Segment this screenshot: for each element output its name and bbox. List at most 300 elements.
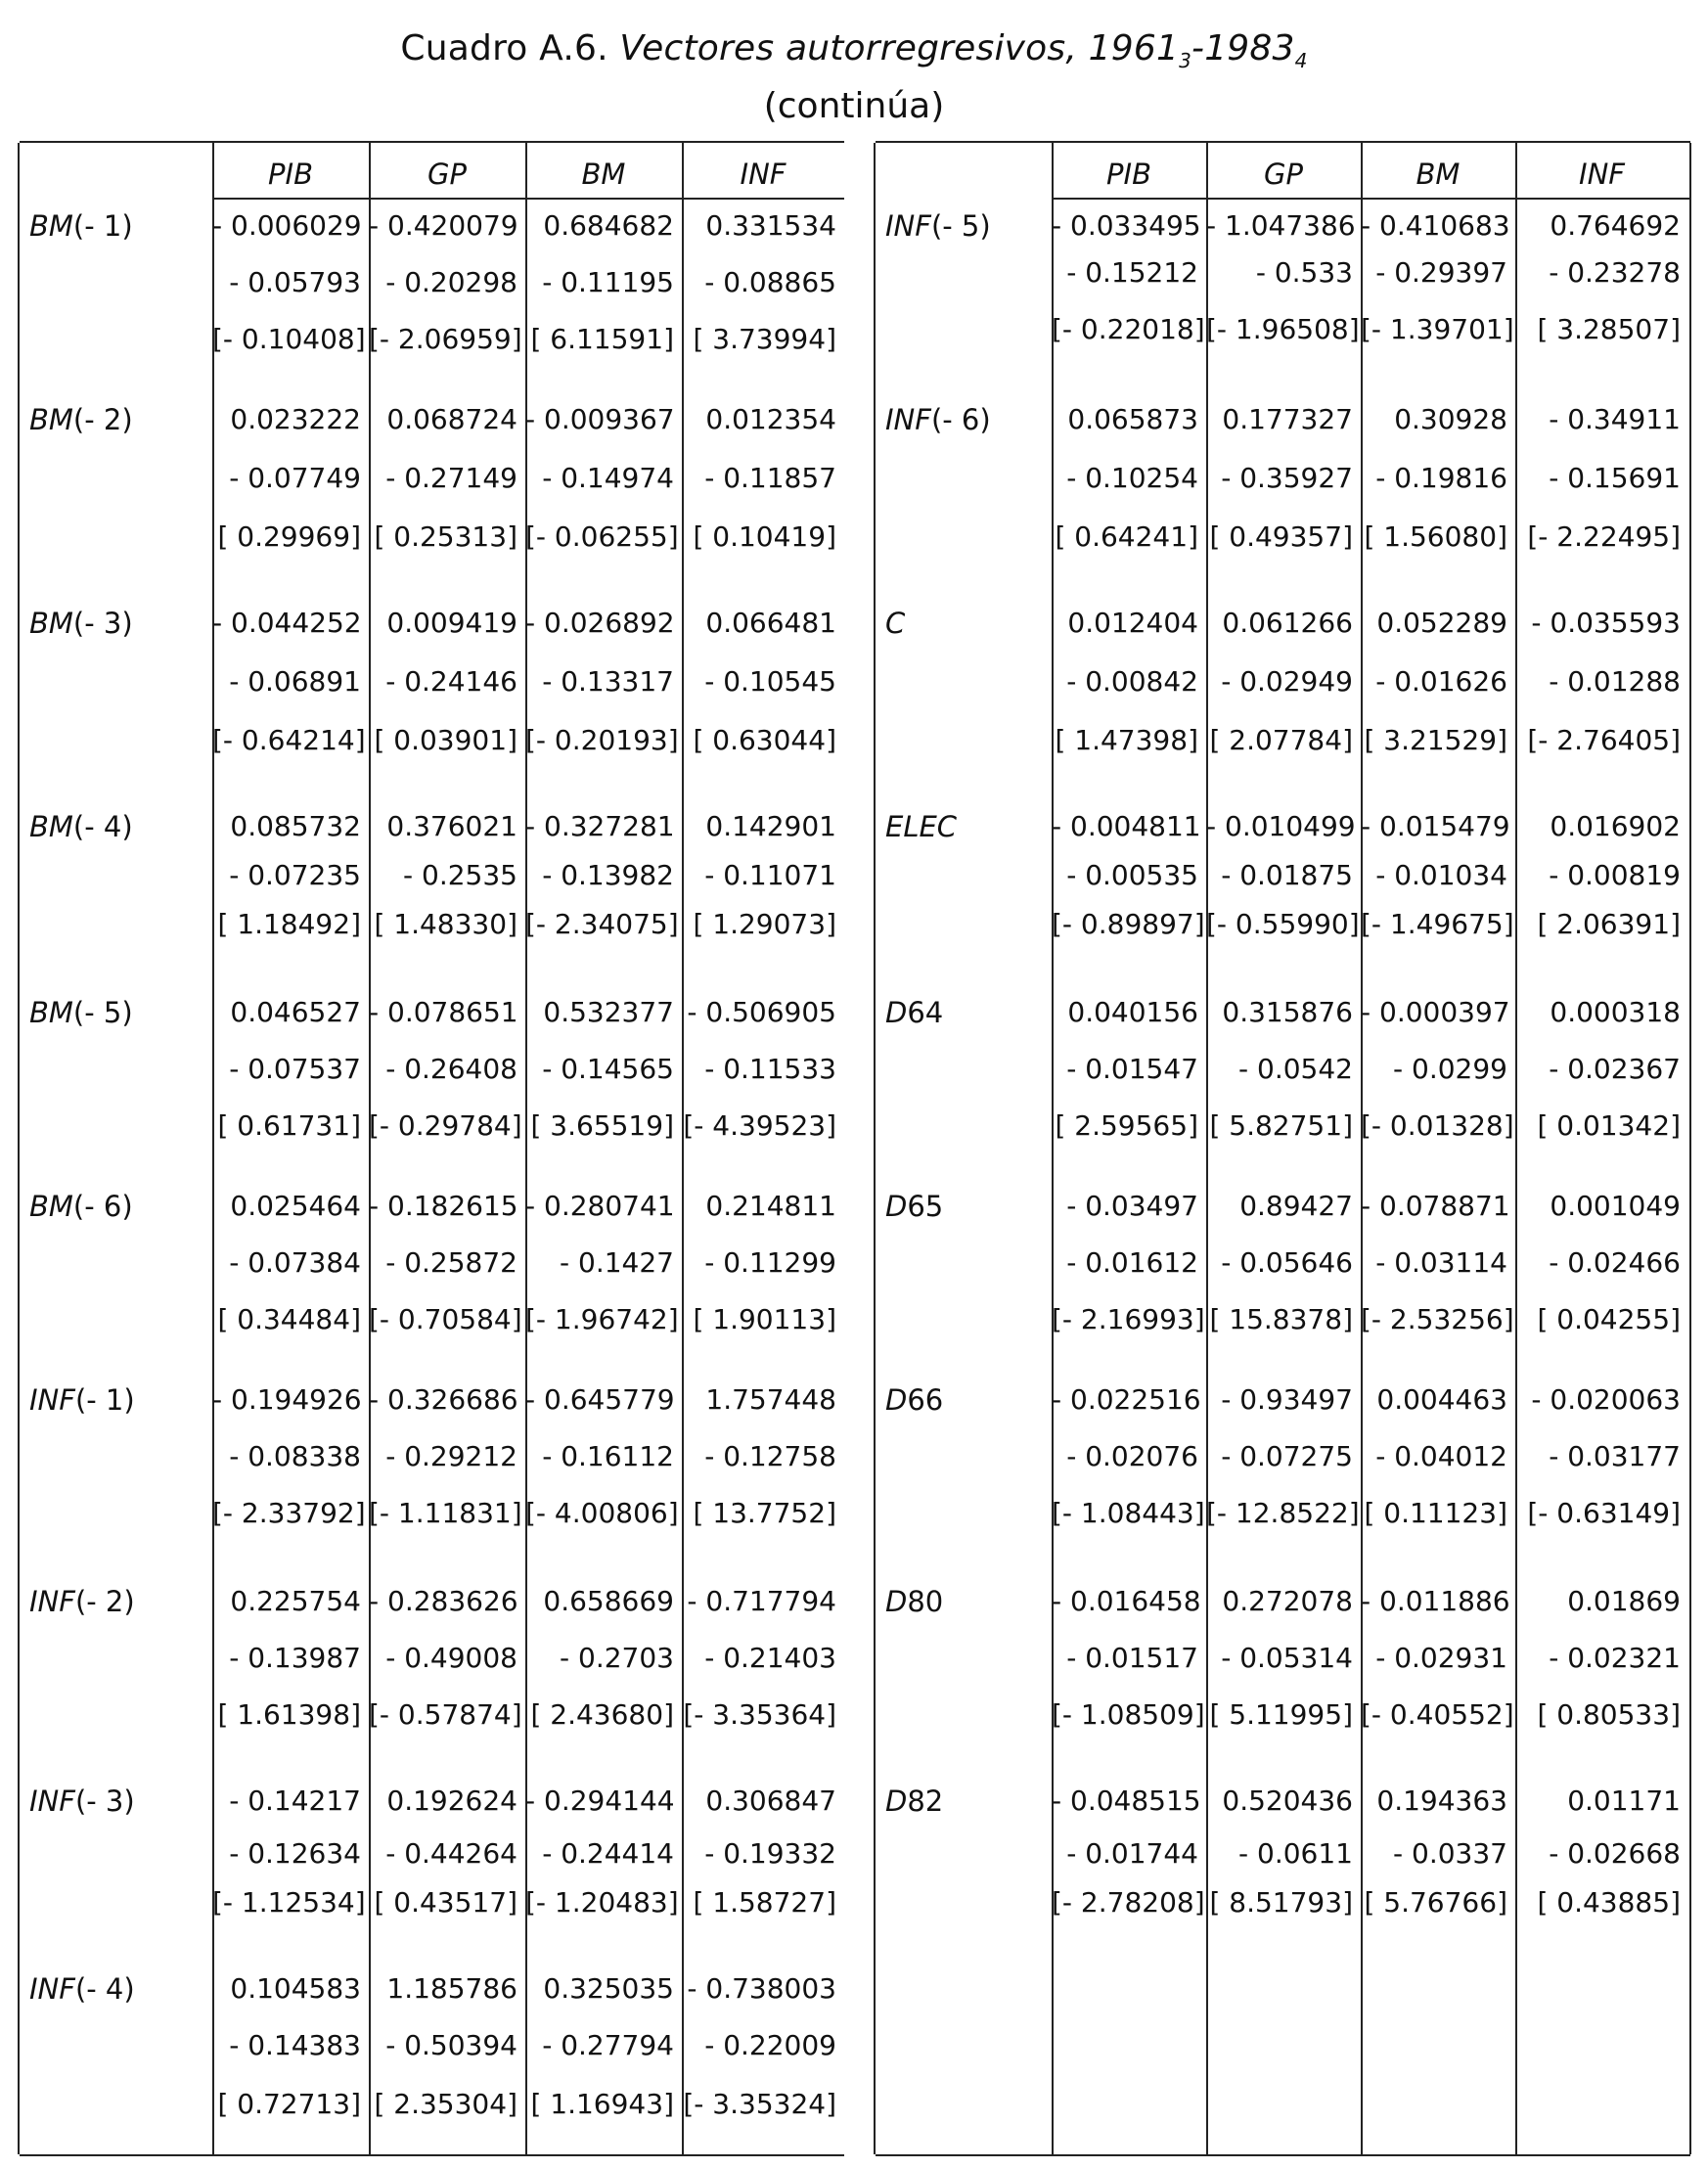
t-statistic-cell: [ 8.51793] [1209,1886,1353,1919]
coefficient-cell: - 0.194926 [212,1383,362,1416]
table-title [0,25,1708,84]
coefficient-cell: - 0.34911 [1549,403,1681,435]
row-label [29,808,133,845]
std-error-cell: - 0.15691 [1549,462,1681,494]
row-label-variable: BM [29,403,73,436]
std-error-cell: - 0.03114 [1375,1246,1507,1279]
std-error-cell: - 0.12634 [229,1837,361,1870]
coefficient-cell: - 1.047386 [1206,209,1356,242]
row-label [29,207,133,245]
coefficient-cell: 1.185786 [386,1972,517,2005]
std-error-cell: - 0.07537 [229,1053,361,1085]
row-label-variable: D [885,1585,908,1618]
t-statistic-cell: [ 5.11995] [1209,1698,1353,1731]
std-error-cell: - 0.02321 [1549,1642,1681,1674]
coefficient-cell: 0.142901 [705,810,836,842]
coefficient-cell: - 0.420079 [369,209,518,242]
t-statistic-cell: [- 2.78208] [1052,1886,1205,1919]
coefficient-cell: - 0.410683 [1361,209,1510,242]
row-label [885,1188,943,1225]
t-statistic-cell: [ 0.11123] [1364,1497,1507,1529]
coefficient-cell: - 0.078871 [1361,1190,1510,1222]
t-statistic-cell: [- 1.96508] [1206,313,1360,345]
coefficient-cell: 0.192624 [386,1785,517,1817]
std-error-cell: - 0.26408 [385,1053,517,1085]
row-label-suffix: (- 2) [72,403,133,436]
row-label-variable: BM [29,209,73,243]
t-statistic-cell: [ 3.28507] [1537,313,1681,345]
std-error-cell: - 0.2703 [560,1642,674,1674]
std-error-cell: - 0.04012 [1375,1440,1507,1472]
row-label-suffix: (- 3) [74,1785,135,1818]
coefficient-cell: - 0.000397 [1361,996,1510,1028]
coefficient-cell: - 0.035593 [1531,607,1681,639]
row-label [885,808,957,845]
t-statistic-cell: [ 0.72713] [217,2088,361,2120]
t-statistic-cell: [ 2.43680] [530,1698,674,1731]
t-statistic-cell: [ 15.8378] [1209,1303,1353,1335]
row-label [885,605,905,642]
coefficient-cell: 0.177327 [1222,403,1353,435]
row-label [885,207,991,245]
coefficient-cell: 0.225754 [230,1585,361,1617]
row-label [885,994,943,1031]
column-header-inf: INF [740,158,787,191]
t-statistic-cell: [- 1.20483] [525,1886,679,1919]
row-label-variable: C [885,607,906,640]
std-error-cell: - 0.02367 [1549,1053,1681,1085]
row-label [885,401,991,438]
coefficient-cell: - 0.294144 [525,1785,675,1817]
coefficient-cell: - 0.011886 [1361,1585,1510,1617]
std-error-cell: - 0.05793 [229,266,361,298]
std-error-cell: - 0.02931 [1375,1642,1507,1674]
coefficient-cell: 0.040156 [1067,996,1198,1028]
std-error-cell: - 0.11299 [704,1246,836,1279]
coefficient-cell: - 0.283626 [369,1585,518,1617]
std-error-cell: - 0.23278 [1549,256,1681,289]
coefficient-cell: - 0.044252 [212,607,362,639]
coefficient-cell: 0.009419 [386,607,517,639]
t-statistic-cell: [- 1.49675] [1361,908,1514,940]
column-header-bm: BM [1416,158,1461,191]
std-error-cell: - 0.25872 [385,1246,517,1279]
row-label [885,1783,943,1820]
std-error-cell: - 0.24146 [385,665,517,698]
coefficient-cell: 0.532377 [543,996,674,1028]
std-error-cell: - 0.20298 [385,266,517,298]
coefficient-cell: 0.046527 [230,996,361,1028]
title-prefix: Cuadro A.6. [400,28,620,68]
std-error-cell: - 0.01612 [1066,1246,1198,1279]
t-statistic-cell: [- 12.8522] [1206,1497,1360,1529]
std-error-cell: - 0.11857 [704,462,836,494]
t-statistic-cell: [ 3.65519] [530,1109,674,1142]
row-label-variable: BM [29,1190,73,1223]
t-statistic-cell: [- 4.39523] [683,1109,836,1142]
row-label [29,1970,135,2008]
coefficient-cell: 0.306847 [705,1785,836,1817]
row-label-variable: BM [29,810,73,843]
std-error-cell: - 0.06891 [229,665,361,698]
row-label [29,1381,135,1419]
t-statistic-cell: [- 2.53256] [1361,1303,1514,1335]
std-error-cell: - 0.08338 [229,1440,361,1472]
std-error-cell: - 0.27149 [385,462,517,494]
std-error-cell: - 0.01626 [1375,665,1507,698]
row-label-suffix: (- 5) [72,996,133,1029]
row-label-suffix: 80 [907,1585,944,1618]
coefficient-cell: 0.065873 [1067,403,1198,435]
std-error-cell: - 0.08865 [704,266,836,298]
std-error-cell: - 0.02668 [1549,1837,1681,1870]
coefficient-cell: 0.012404 [1067,607,1198,639]
std-error-cell: - 0.0337 [1393,1837,1507,1870]
t-statistic-cell: [- 0.89897] [1052,908,1205,940]
std-error-cell: - 0.05646 [1221,1246,1353,1279]
std-error-cell: - 0.07235 [229,859,361,891]
coefficient-cell: 0.061266 [1222,607,1353,639]
std-error-cell: - 0.01547 [1066,1053,1198,1085]
column-header-gp: GP [1264,158,1303,191]
t-statistic-cell: [ 1.56080] [1364,520,1507,553]
std-error-cell: - 0.07275 [1221,1440,1353,1472]
column-header-pib: PIB [1106,158,1151,191]
std-error-cell: - 0.24414 [542,1837,674,1870]
coefficient-cell: 0.658669 [543,1585,674,1617]
coefficient-cell: - 0.326686 [369,1383,518,1416]
std-error-cell: - 0.02949 [1221,665,1353,698]
row-label-suffix: 65 [907,1190,944,1223]
t-statistic-cell: [ 0.80533] [1537,1698,1681,1731]
coefficient-cell: 0.194363 [1376,1785,1507,1817]
row-label-suffix: (- 4) [74,1972,135,2006]
t-statistic-cell: [ 0.49357] [1209,520,1353,553]
row-label-suffix: (- 4) [72,810,133,843]
t-statistic-cell: [ 0.43517] [374,1886,517,1919]
coefficient-cell: - 0.026892 [525,607,675,639]
t-statistic-cell: [- 4.00806] [525,1497,679,1529]
coefficient-cell: 0.331534 [705,209,836,242]
std-error-cell: - 0.13987 [229,1642,361,1674]
column-header-gp: GP [427,158,467,191]
std-error-cell: - 0.14383 [229,2029,361,2061]
std-error-cell: - 0.02466 [1549,1246,1681,1279]
coefficient-cell: - 0.182615 [369,1190,518,1222]
row-label [29,605,133,642]
std-error-cell: - 0.0542 [1238,1053,1353,1085]
title-dash: -1983 [1191,28,1295,68]
t-statistic-cell: [ 2.07784] [1209,724,1353,756]
t-statistic-cell: [- 0.01328] [1361,1109,1514,1142]
coefficient-cell: 0.085732 [230,810,361,842]
std-error-cell: - 0.11071 [704,859,836,891]
t-statistic-cell: [- 1.11831] [369,1497,522,1529]
t-statistic-cell: [- 3.35364] [683,1698,836,1731]
row-label-suffix: (- 6) [72,1190,133,1223]
title-italic: Vectores autorregresivos, 1961 [619,28,1180,68]
std-error-cell: - 0.01744 [1066,1837,1198,1870]
coefficient-cell: 0.025464 [230,1190,361,1222]
row-label-variable: INF [29,1383,75,1417]
t-statistic-cell: [- 1.12534] [212,1886,366,1919]
left-table-panel [20,141,844,2156]
t-statistic-cell: [ 0.64241] [1055,520,1198,553]
row-label-variable: ELEC [885,810,958,843]
std-error-cell: - 0.10254 [1066,462,1198,494]
coefficient-cell: 1.757448 [705,1383,836,1416]
row-label-suffix: (- 5) [930,209,991,243]
std-error-cell: - 0.13982 [542,859,674,891]
t-statistic-cell: [ 1.90113] [693,1303,836,1335]
std-error-cell: - 0.15212 [1066,256,1198,289]
coefficient-cell: 0.066481 [705,607,836,639]
column-header-bm: BM [581,158,626,191]
column-header-inf: INF [1579,158,1625,191]
coefficient-cell: - 0.015479 [1361,810,1510,842]
coefficient-cell: 0.023222 [230,403,361,435]
t-statistic-cell: [ 2.06391] [1537,908,1681,940]
coefficient-cell: - 0.93497 [1221,1383,1353,1416]
coefficient-cell: - 0.506905 [687,996,836,1028]
coefficient-cell: 0.012354 [705,403,836,435]
table-caption [0,0,1708,126]
t-statistic-cell: [ 0.43885] [1537,1886,1681,1919]
std-error-cell: - 0.29212 [385,1440,517,1472]
t-statistic-cell: [- 1.39701] [1361,313,1514,345]
t-statistic-cell: [- 2.16993] [1052,1303,1205,1335]
t-statistic-cell: [- 0.70584] [369,1303,522,1335]
std-error-cell: - 0.19816 [1375,462,1507,494]
t-statistic-cell: [ 1.18492] [217,908,361,940]
std-error-cell: - 0.0611 [1238,1837,1353,1870]
row-label [29,401,133,438]
coefficient-cell: 0.068724 [386,403,517,435]
std-error-cell: - 0.11533 [704,1053,836,1085]
row-label-suffix: (- 2) [74,1585,135,1618]
std-error-cell: - 0.00535 [1066,859,1198,891]
t-statistic-cell: [- 1.08443] [1052,1497,1205,1529]
std-error-cell: - 0.0299 [1393,1053,1507,1085]
row-label-variable: BM [29,996,73,1029]
t-statistic-cell: [- 2.22495] [1527,520,1681,553]
std-error-cell: - 0.2535 [403,859,517,891]
coefficient-cell: 0.272078 [1222,1585,1353,1617]
t-statistic-cell: [- 0.22018] [1052,313,1205,345]
std-error-cell: - 0.49008 [385,1642,517,1674]
std-error-cell: - 0.05314 [1221,1642,1353,1674]
table-subtitle: (continúa) [763,86,945,126]
std-error-cell: - 0.02076 [1066,1440,1198,1472]
std-error-cell: - 0.14974 [542,462,674,494]
std-error-cell: - 0.44264 [385,1837,517,1870]
std-error-cell: - 0.21403 [704,1642,836,1674]
t-statistic-cell: [ 0.61731] [217,1109,361,1142]
row-label-variable: D [885,1785,908,1818]
coefficient-cell: 0.052289 [1376,607,1507,639]
coefficient-cell: 0.315876 [1222,996,1353,1028]
t-statistic-cell: [ 3.73994] [693,323,836,355]
t-statistic-cell: [ 13.7752] [693,1497,836,1529]
std-error-cell: - 0.50394 [385,2029,517,2061]
t-statistic-cell: [ 1.29073] [693,908,836,940]
panel-edge [1689,143,1691,2154]
coefficient-cell: 0.520436 [1222,1785,1353,1817]
std-error-cell: - 0.16112 [542,1440,674,1472]
t-statistic-cell: [ 0.10419] [693,520,836,553]
std-error-cell: - 0.14565 [542,1053,674,1085]
t-statistic-cell: [- 0.40552] [1361,1698,1514,1731]
t-statistic-cell: [ 5.76766] [1364,1886,1507,1919]
coefficient-cell: - 0.010499 [1206,810,1356,842]
std-error-cell: - 0.00842 [1066,665,1198,698]
coefficient-cell: - 0.004811 [1052,810,1201,842]
row-label-suffix: (- 6) [930,403,991,436]
header-rule [1052,198,1690,200]
std-error-cell: - 0.19332 [704,1837,836,1870]
t-statistic-cell: [ 3.21529] [1364,724,1507,756]
panel-edge [874,143,876,2154]
row-label-suffix: 82 [907,1785,944,1818]
t-statistic-cell: [ 1.61398] [217,1698,361,1731]
t-statistic-cell: [- 0.20193] [525,724,679,756]
coefficient-cell: 0.325035 [543,1972,674,2005]
row-label [29,1188,133,1225]
coefficient-cell: 0.89427 [1239,1190,1353,1222]
t-statistic-cell: [- 0.10408] [212,323,366,355]
t-statistic-cell: [- 1.96742] [525,1303,679,1335]
coefficient-cell: 0.01869 [1567,1585,1681,1617]
t-statistic-cell: [- 0.06255] [525,520,679,553]
coefficient-cell: - 0.645779 [525,1383,675,1416]
t-statistic-cell: [- 2.34075] [525,908,679,940]
coefficient-cell: - 0.016458 [1052,1585,1201,1617]
t-statistic-cell: [- 3.35324] [683,2088,836,2120]
t-statistic-cell: [- 1.08509] [1052,1698,1205,1731]
row-label-variable: INF [885,209,931,243]
std-error-cell: - 0.01288 [1549,665,1681,698]
t-statistic-cell: [ 0.25313] [374,520,517,553]
std-error-cell: - 0.13317 [542,665,674,698]
coefficient-cell: 0.104583 [230,1972,361,2005]
coefficient-cell: 0.01171 [1567,1785,1681,1817]
std-error-cell: - 0.01875 [1221,859,1353,891]
t-statistic-cell: [ 5.82751] [1209,1109,1353,1142]
t-statistic-cell: [ 2.35304] [374,2088,517,2120]
row-label-variable: INF [885,403,931,436]
column-header-pib: PIB [268,158,313,191]
row-label [29,994,133,1031]
t-statistic-cell: [- 0.63149] [1527,1497,1681,1529]
t-statistic-cell: [- 0.55990] [1206,908,1360,940]
row-label [29,1583,135,1620]
row-label-variable: D [885,996,908,1029]
t-statistic-cell: [ 0.01342] [1537,1109,1681,1142]
t-statistic-cell: [- 2.76405] [1527,724,1681,756]
std-error-cell: - 0.07384 [229,1246,361,1279]
row-label [885,1583,943,1620]
std-error-cell: - 0.01034 [1375,859,1507,891]
std-error-cell: - 0.29397 [1375,256,1507,289]
coefficient-cell: 0.016902 [1550,810,1681,842]
coefficient-cell: 0.30928 [1394,403,1507,435]
t-statistic-cell: [ 0.29969] [217,520,361,553]
t-statistic-cell: [- 0.57874] [369,1698,522,1731]
coefficient-cell: - 0.280741 [525,1190,675,1222]
right-table-panel [876,141,1690,2156]
coefficient-cell: - 0.03497 [1066,1190,1198,1222]
t-statistic-cell: [- 0.64214] [212,724,366,756]
std-error-cell: - 0.01517 [1066,1642,1198,1674]
row-label-suffix: 66 [907,1383,944,1417]
row-label-variable: BM [29,607,73,640]
std-error-cell: - 0.35927 [1221,462,1353,494]
std-error-cell: - 0.1427 [560,1246,674,1279]
std-error-cell: - 0.07749 [229,462,361,494]
coefficient-cell: - 0.009367 [525,403,675,435]
row-label-variable: D [885,1383,908,1417]
row-label [29,1783,135,1820]
std-error-cell: - 0.533 [1255,256,1353,289]
row-label-suffix: (- 1) [74,1383,135,1417]
row-label-suffix: (- 3) [72,607,133,640]
coefficient-cell: - 0.033495 [1052,209,1201,242]
std-error-cell: - 0.22009 [704,2029,836,2061]
std-error-cell: - 0.12758 [704,1440,836,1472]
t-statistic-cell: [ 6.11591] [530,323,674,355]
std-error-cell: - 0.11195 [542,266,674,298]
coefficient-cell: - 0.14217 [229,1785,361,1817]
std-error-cell: - 0.03177 [1549,1440,1681,1472]
t-statistic-cell: [ 1.58727] [693,1886,836,1919]
row-label-suffix: 64 [907,996,944,1029]
t-statistic-cell: [ 1.48330] [374,908,517,940]
std-error-cell: - 0.00819 [1549,859,1681,891]
coefficient-cell: - 0.020063 [1531,1383,1681,1416]
coefficient-cell: 0.764692 [1550,209,1681,242]
t-statistic-cell: [ 1.16943] [530,2088,674,2120]
row-label-variable: INF [29,1585,75,1618]
coefficient-cell: - 0.006029 [212,209,362,242]
row-label-suffix: (- 1) [72,209,133,243]
t-statistic-cell: [ 0.04255] [1537,1303,1681,1335]
title-subscript-2: 4 [1294,49,1308,72]
coefficient-cell: - 0.717794 [687,1585,836,1617]
t-statistic-cell: [ 0.34484] [217,1303,361,1335]
coefficient-cell: 0.214811 [705,1190,836,1222]
tables-area [0,141,1708,2156]
coefficient-cell: 0.001049 [1550,1190,1681,1222]
t-statistic-cell: [- 0.29784] [369,1109,522,1142]
std-error-cell: - 0.27794 [542,2029,674,2061]
t-statistic-cell: [ 0.03901] [374,724,517,756]
coefficient-cell: - 0.327281 [525,810,675,842]
t-statistic-cell: [- 2.06959] [369,323,522,355]
coefficient-cell: - 0.738003 [687,1972,836,2005]
row-label-variable: D [885,1190,908,1223]
row-label-variable: INF [29,1972,75,2006]
t-statistic-cell: [ 2.59565] [1055,1109,1198,1142]
t-statistic-cell: [ 1.47398] [1055,724,1198,756]
std-error-cell: - 0.10545 [704,665,836,698]
coefficient-cell: - 0.078651 [369,996,518,1028]
row-label [885,1381,943,1419]
row-label-variable: INF [29,1785,75,1818]
coefficient-cell: - 0.048515 [1052,1785,1201,1817]
t-statistic-cell: [ 0.63044] [693,724,836,756]
header-rule [212,198,844,200]
coefficient-cell: 0.376021 [386,810,517,842]
